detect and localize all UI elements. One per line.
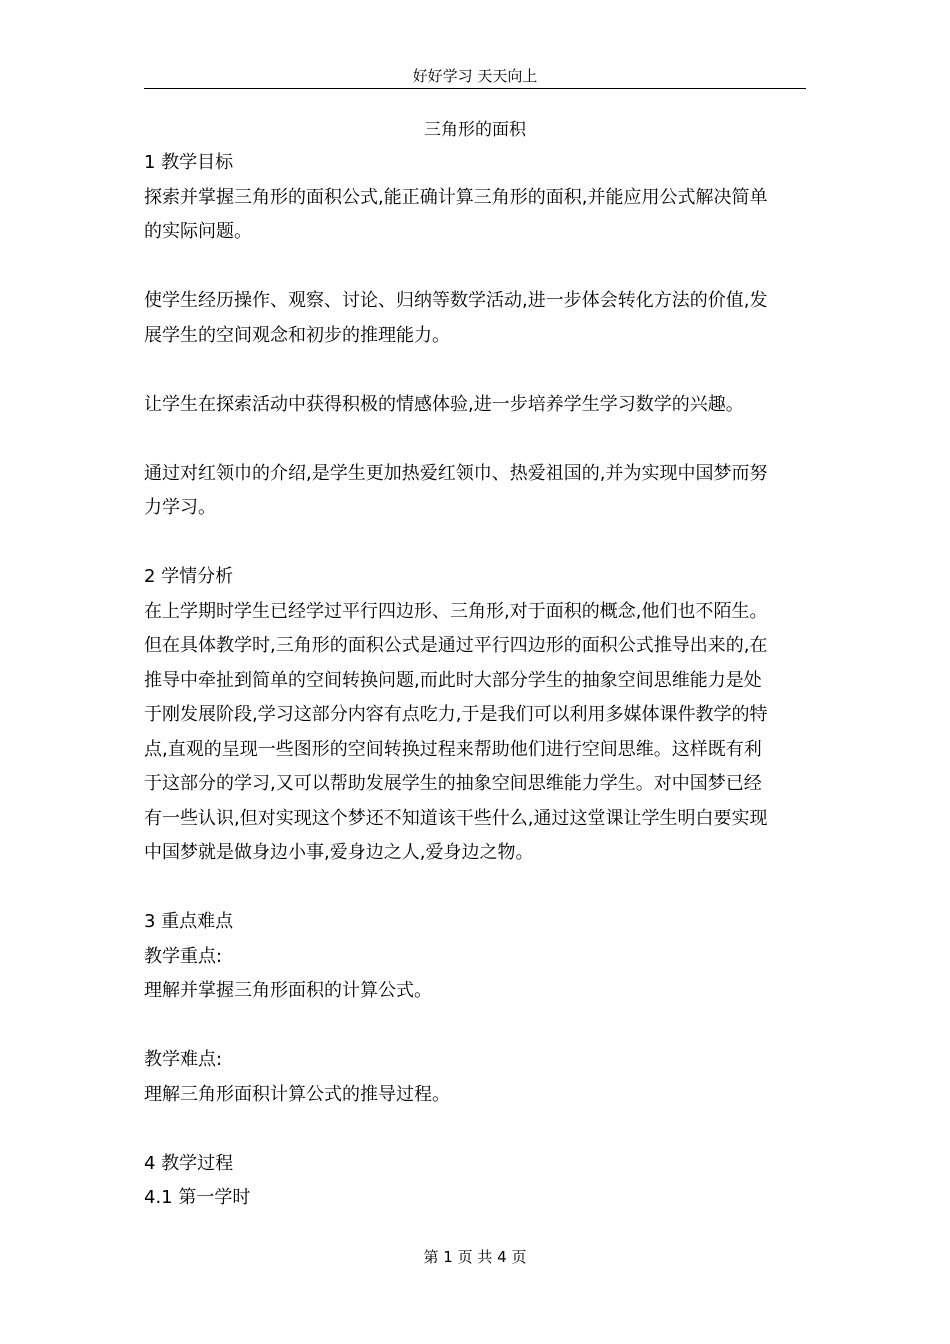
paragraph-line: 在上学期时学生已经学过平行四边形、三角形,对于面积的概念,他们也不陌生。 (144, 600, 768, 622)
paragraph-line: 探索并掌握三角形的面积公式,能正确计算三角形的面积,并能应用公式解决简单 (144, 186, 768, 208)
paragraph-spacer (144, 871, 806, 906)
page-header: 好好学习 天天向上 (412, 67, 538, 85)
section-heading-analysis: 2 学情分析 (144, 566, 234, 587)
paragraph-line: 通过对红领巾的介绍,是学生更加热爱红领巾、热爱祖国的,并为实现中国梦而努 (144, 462, 768, 484)
focus-text: 理解并掌握三角形面积的计算公式。 (144, 980, 432, 1001)
subsection-heading: 4.1 第一学时 (144, 1187, 251, 1208)
paragraph-line: 于这部分的学习,又可以帮助发展学生的抽象空间思维能力学生。对中国梦已经 (144, 773, 762, 794)
difficulty-text: 理解三角形面积计算公式的推导过程。 (144, 1083, 450, 1105)
paragraph-line: 于刚发展阶段,学习这部分内容有点吃力,于是我们可以利用多媒体课件教学的特 (144, 704, 768, 725)
document-title: 三角形的面积 (424, 120, 526, 140)
page-footer: 第 1 页 共 4 页 (423, 1248, 527, 1266)
section-heading-process: 4 教学过程 (144, 1152, 234, 1174)
section-heading-keypoints: 3 重点难点 (144, 911, 234, 932)
paragraph-line: 点,直观的呈现一些图形的空间转换过程来帮助他们进行空间思维。这样既有利 (144, 738, 762, 760)
paragraph-spacer (144, 526, 806, 561)
paragraph-line: 的实际问题。 (144, 221, 252, 242)
paragraph-line: 展学生的空间观念和初步的推理能力。 (144, 324, 450, 346)
difficulty-label: 教学难点: (144, 1049, 223, 1070)
paragraph-spacer (144, 1009, 806, 1044)
paragraph-line: 力学习。 (144, 497, 216, 518)
header-rule (144, 88, 806, 89)
paragraph-spacer (144, 353, 806, 388)
paragraph-line: 推导中牵扯到简单的空间转换问题,而此时大部分学生的抽象空间思维能力是处 (144, 669, 762, 691)
section-heading-goals: 1 教学目标 (144, 152, 234, 173)
paragraph-line: 中国梦就是做身边小事,爱身边之人,爱身边之物。 (144, 842, 534, 863)
paragraph-line: 有一些认识,但对实现这个梦还不知道该干些什么,通过这堂课让学生明白要实现 (144, 807, 768, 829)
paragraph-spacer (144, 1112, 806, 1147)
paragraph-spacer (144, 250, 806, 285)
paragraph-spacer (144, 422, 806, 457)
paragraph-line: 但在具体教学时,三角形的面积公式是通过平行四边形的面积公式推导出来的,在 (144, 635, 768, 656)
paragraph-line: 让学生在探索活动中获得积极的情感体验,进一步培养学生学习数学的兴趣。 (144, 393, 744, 415)
focus-label: 教学重点: (144, 945, 223, 967)
paragraph-line: 使学生经历操作、观察、讨论、归纳等数学活动,进一步体会转化方法的价值,发 (144, 290, 768, 311)
document-body (144, 114, 806, 1216)
